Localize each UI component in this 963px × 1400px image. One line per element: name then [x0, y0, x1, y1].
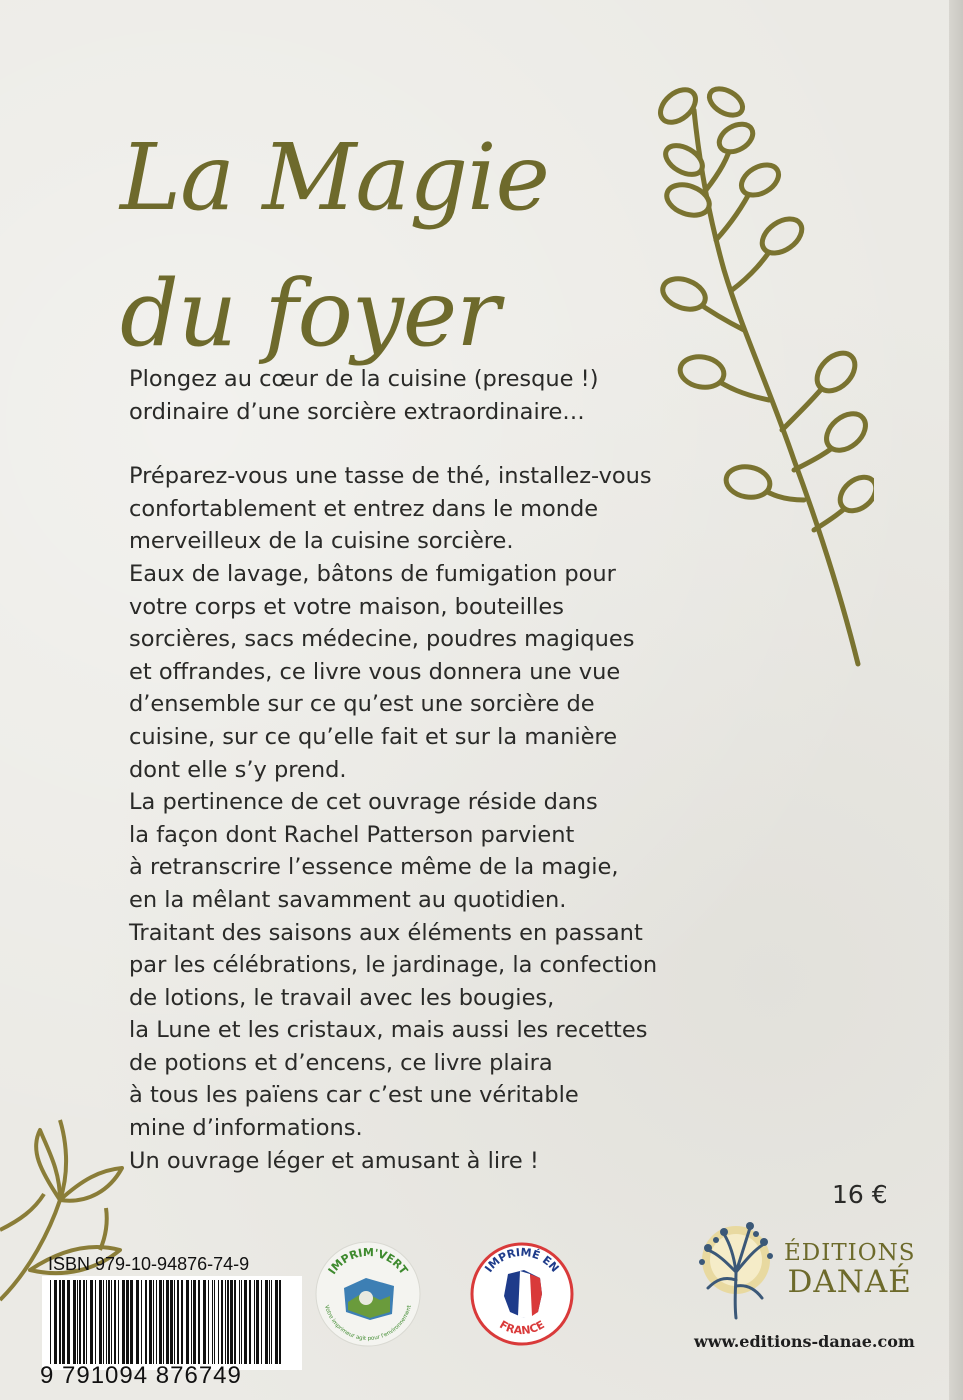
body-line: Traitant des saisons aux éléments en passant: [129, 919, 643, 946]
intro-line: Plongez au cœur de la cuisine (presque !): [129, 366, 599, 392]
imprim-vert-title: IMPRIM'VERT: [325, 1245, 411, 1277]
cover-edge: [949, 0, 963, 1400]
body-line: Un ouvrage léger et amusant à lire !: [129, 1147, 539, 1174]
body-line: Eaux de lavage, bâtons de fumigation pour: [129, 560, 616, 587]
imprim-vert-logo: [314, 1240, 422, 1348]
body-line: merveilleux de la cuisine sorcière.: [129, 528, 514, 555]
body-line: par les célébrations, le jardinage, la confection: [129, 952, 658, 979]
body-line: de lotions, le travail avec les bougies,: [129, 984, 555, 1011]
body-line: votre corps et votre maison, bouteilles: [129, 593, 564, 620]
title-line-2: du foyer: [120, 260, 500, 367]
intro-line: ordinaire d’une sorcière extraordinaire…: [129, 398, 585, 425]
publisher-line-1: ÉDITIONS: [784, 1240, 916, 1266]
imprime-en-france-logo: [468, 1240, 576, 1348]
barcode-bars-icon: [48, 1280, 284, 1364]
body-line: de potions et d’encens, ce livre plaira: [129, 1049, 553, 1076]
title-line-1: La Magie: [120, 124, 549, 231]
body-line: à retranscrire l’essence même de la magie,: [129, 854, 619, 881]
body-line: mine d’informations.: [129, 1115, 363, 1142]
price-label: 16 €: [832, 1180, 888, 1209]
body-line: et offrandes, ce livre vous donnera une vue: [129, 658, 621, 685]
body-line: à tous les païens car c’est une véritable: [129, 1082, 579, 1109]
body-line: la Lune et les cristaux, mais aussi les recettes: [129, 1017, 648, 1044]
paragraph-gap: [129, 428, 769, 460]
publisher-website: www.editions-danae.com: [694, 1332, 915, 1351]
body-line: dont elle s’y prend.: [129, 756, 347, 783]
imprim-vert-tagline: Votre imprimeur agit pour l'environnement: [323, 1304, 413, 1343]
body-line: la façon dont Rachel Patterson parvient: [129, 821, 575, 848]
book-title: [120, 110, 640, 382]
body-line: sorcières, sacs médecine, poudres magiques: [129, 626, 635, 653]
publisher-name: [784, 1240, 915, 1300]
france-label: FRANCE: [497, 1318, 547, 1338]
imprime-en-label: IMPRIMÉ EN: [482, 1245, 562, 1275]
body-line: Préparez-vous une tasse de thé, installez-vous: [129, 463, 652, 490]
body-line: cuisine, sur ce qu’elle fait et sur la manière: [129, 723, 618, 750]
body-line: confortablement et entrez dans le monde: [129, 495, 599, 522]
body-line: en la mêlant savamment au quotidien.: [129, 886, 567, 913]
publisher-line-2: DANAÉ: [787, 1264, 912, 1300]
body-line: La pertinence de cet ouvrage réside dans: [129, 789, 598, 816]
barcode-number: 9 791094 876749: [40, 1362, 242, 1389]
tree-logo-icon: [690, 1210, 780, 1322]
barcode: [42, 1276, 302, 1370]
isbn-label: ISBN 979-10-94876-74-9: [48, 1254, 250, 1274]
back-cover-blurb: [129, 363, 769, 1177]
body-line: d’ensemble sur ce qu’est une sorcière de: [129, 691, 595, 718]
